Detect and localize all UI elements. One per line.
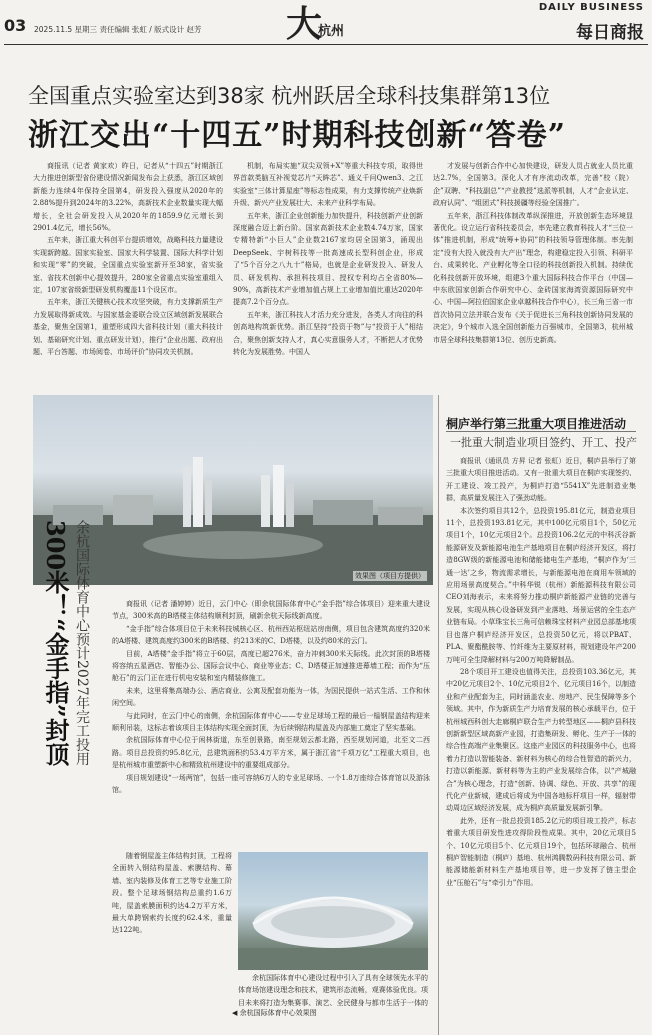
paragraph: 目前，A塔楼“金手指”将立于60层，高度已超276米，奋力冲刺300米天际线。此次封顶的B塔楼将容纳五星酒店、智能办公、国际会议中心、商业等业态；C、D塔楼正加速推进幕墙工程；而作为“压舱石”的云门正在进行机电安装和室内精装修施工。 xyxy=(112,649,430,683)
stadium-illustration xyxy=(238,852,428,970)
column-divider xyxy=(438,395,439,1035)
page-number: 03 xyxy=(4,16,27,35)
section-mark: 大 xyxy=(286,3,323,45)
brand-english: DAILY BUSINESS xyxy=(538,2,644,13)
paragraph: 商报讯（记者 黄家欢）昨日，记者从“十四五”时期浙江大力推进创新型省份建设情况新闻发布会上获悉，浙江区域创新能力连续4年保持全国第4，研发投入强度从2020年的2.88%提升到2024年的3.22%，高新技术企业数量实现大幅增长，全社会研发投入从2020年的1859.9亿元增长到2901.4亿元，增长56%。 xyxy=(33,162,223,233)
paragraph: 五年来，浙江科技体制改革纵深推进，开放创新生态环境显著优化。设立运行省科技委员会，率先建立教育科技人才“三位一体”推进机制，形成“统筹+协同”的科技领导管理体制。率先制定“没有大投入就没有大产出”理念，构建稳定投入引领、科研平台、成果转化、产业孵化等全口径的科技创新投入机制。持续优化科技创新开放环境，组建3个重大国际科技合作平台（中国—中东欧国家创新合作研究中心、金砖国家海湾资源国际研究中心、中国—阿拉伯国家企业卓越科技合作中心），长三角三省一市首次协同立法并联合发布《关于促进长三角科技创新协同发展的决定》，9个城市入选全国创新能力百强城市，全国第3，杭州城市居全球科技集群第13位、创历史新高。 xyxy=(433,211,633,344)
paragraph: 五年来，浙江企业创新能力加快提升，科技创新产业创新深度融合迈上新台阶。国家高新技术企业数4.74万家，国家专精特新“小巨人”企业数2167家均居全国第3，涌现出DeepSeek、宇树科技等一批高速成长型科创企业，形成了“5个百分之八九十”格局，也就是企业研发投入、研发人员、研发机构、承担科技项目、授权专利均占全省80%—90%，高新技术产业增加值占规上工业增加值比重达2020年提高7.2个百分点。 xyxy=(233,211,423,307)
header-rule xyxy=(4,44,648,45)
paragraph: 此外，还有一批总投资185.2亿元的项目竣工投产，标志着重大项目研发性进攻得阶段性成果。其中，20亿元项目5个、10亿元项目5个、亿元项目19个，包括环球融合、杭州桐庐智能制造（桐庐）基地、杭州鸿腾数码科技有限公司、新能源储能新材料生产基地项目等，进一步发挥了链主型企业“压舱石”与“牵引力”作用。 xyxy=(446,816,636,887)
paragraph: 五年来，浙江关键核心技术攻坚突破，有力支撑新质生产力发展取得新成效。与国家基金委联合设立区域创新发展联合基金，聚焦全国第1，重塑形成四大省科技计划（重大科技计划、基础研究计划、重点研发计划），推行“企业出题、政府出题、平台答题、市场阅卷、市场评价”协同攻关机制。 xyxy=(33,298,223,357)
feature-headline: 300米！“金手指”封顶 xyxy=(41,520,70,766)
paragraph: “金手指”综合体项目位于未来科技城核心区、杭州西站枢纽站房南侧，项目包含建筑高度约320米的A塔楼、建筑高度约300米的B塔楼、约213米的C、D塔楼，以及约80米的云门。 xyxy=(112,624,430,646)
issue-meta: 2025.11.5 星期三 责任编辑 张虹 / 版式设计 赵芳 xyxy=(34,25,202,34)
feature-body-continued xyxy=(112,850,232,1000)
brand-logo: 每日商报 xyxy=(576,23,644,43)
paragraph: 未来，这里将集高端办公、酒店商业、公寓及配套功能为一体，为国民提供一站式生活、工作和休闲空间。 xyxy=(112,686,430,708)
stadium-caption: ◀ 余杭国际体育中心效果图 xyxy=(232,1009,317,1017)
side-body xyxy=(446,455,636,1015)
photo-caption: 效果图（项目方提供） xyxy=(355,572,425,580)
lead-headline: 浙江交出“十四五”时期科技创新“答卷” xyxy=(28,118,567,153)
paragraph: 五年来，浙江重大科创平台提质增效，战略科技力量建设实现新跨越。国家实验室、国家大科学装置、国际大科学计划和实现“零”的突破，全国重点实验室新开至38家，省实验室、省技术创新中心提效提升，280家全省重点实验室重组入定，107家省级新型研发机构覆盖11个设区市。 xyxy=(33,236,223,295)
lead-kicker: 全国重点实验室达到38家 杭州跃居全球科技集群第13位 xyxy=(28,84,551,108)
section-name: 杭州 xyxy=(318,24,345,39)
paragraph: 五年来，浙江科技人才活力充分进发，各类人才向往的科创高地构筑新优势。浙江坚持“投资于物”与“投资于人”相结合，聚焦创新支持人才，真心实意服务人才，不断把人才优势转化为发展胜势。中国人 xyxy=(233,310,423,357)
paragraph: 28个项目开工建设也值得关注，总投资103.36亿元，其中20亿元项目2个、10亿元项目2个、亿元项目16个，以制造业和产业配套为主，同时涵盖农业、房地产、民生保障等多个领域。其中，作为新质生产力培育发展的核心承载平台，位于杭州城西科创大走廊桐庐联合生产力转型地区——桐庐县科技创新新型区域高新产业园，打造集研发、孵化、生产于一体的综合性高端产业集聚区。这座产业园区的科技服务中心，也将着力打造以智能装备、新材料为核心的综合性智造的新兴力，打造以新能源、新材料等为主的产业发展综合体，以“产城融合”为核心理念，打造“创新、协调、绿色、开放、共享”的现代化产业新城，建成后将成为中国各地标杆项目一样，辐射带动周边区域经济发展，成为桐庐高质量发展新引擎。 xyxy=(446,667,636,813)
lead-column-3 xyxy=(433,160,633,390)
paragraph: 随着钢屋盖主体结构封顶，工程将全面转入钢结构屋盖、索膜结构、幕墙、室内装修及体育工艺等专业施工阶段。整个足球场钢结构总重约1.6万吨，屋盖索膜面积约达4.2万平方米，最大单跨钢索约长度约62.4米，重量达122吨。 xyxy=(112,852,232,935)
side-subtitle: 一批重大制造业项目签约、开工、投产 xyxy=(450,436,637,449)
paragraph: 商报讯（通讯员 方昇 记者 张虹）近日，桐庐县举行了第三批重大项目推进活动。又有一批重大项目在桐庐实现签约、开工建设、竣工投产，为桐庐打造“5541X”先进制造业集群，高质量发展注入了强劲动能。 xyxy=(446,457,636,503)
feature-body-end xyxy=(238,972,428,1006)
paragraph: 项目规划建设“一场两馆”，包括一座可容纳6万人的专业足球场、一个1.8万座综合体育馆以及游泳馆。 xyxy=(112,773,430,795)
feature-body xyxy=(112,598,430,850)
page-header xyxy=(0,0,652,46)
paragraph: 商报讯（记者 潘婷婷）近日，云门中心（即余杭国际体育中心“金手指”综合体项目）迎来重大建设节点，300米高的B塔楼主体结构顺利封顶，刷新余杭天际线新高度。 xyxy=(112,600,430,621)
paragraph: 才发展与创新合作中心加快建设，研发人员占就业人员比重达2.7%，全国第3。深化人才有序流动改革，完善“校（院）企”双聘、“科技副总”“产业教授”选派等机制，人才“企业认定、政府认同”、“组团式”科技援疆等经验全国推广。 xyxy=(433,162,633,208)
paragraph: 余杭国际体育中心建设过程中引入了具有全球领先水平的体育场馆建设理念和技术，建筑形态流畅，观赛体验优良。项目未来将打造为集赛事、演艺、全民健身与都市生活于一体的 xyxy=(238,974,428,1006)
feature-subtitle: 余杭国际体育中心预计2027年完工投用 xyxy=(74,520,90,766)
paragraph: 余杭国际体育中心位于闲林街道，东至创景路，南至规划云都北路，西至规划河道，北至文二西路。项目总投资约95.8亿元，总建筑面积约53.4万平方米，属于浙江省“千项万亿”工程重大项目，也是杭州城市重塑新中心和精致杭州建设中的重要组成部分。 xyxy=(112,736,430,770)
paragraph: 本次签约项目共12个，总投资195.81亿元，制造业项目11个，总投资193.81亿元，其中100亿元项目1个，50亿元项目1个，10亿元项目2个。总投资106.2亿元的中科沃谷新能源研发及新能源电池生产基地项目在桐庐经济开发区，将打造8GW级的新能源电池和储能储电生产基地，“桐庐作为‘三通一达’之乡，物流需求增长，与新能源电池在商用车领域的应用场景高度契合。”中科华锐（杭州）新能源科技有限公司CEO刘海表示，未来将努力推动桐庐新能源产业链的完善与发展，实现从核心设备研发到产业落地、场景运营的全生态产业链布局。小草珠宝长三角可信赖珠宝材料产业园总部基地项目也落户桐庐经济开发区，总投资50亿元，将以PBAT、PLA、聚酯酰胺等、竹纤维为主要原材料，规划建设年产200万吨可全生降解材料与200万吨降解制品。 xyxy=(446,506,636,664)
stadium-rendering xyxy=(238,852,428,970)
paragraph: 与此同时，在云门中心的南侧，余杭国际体育中心——专业足球场工程的最后一榀钢屋盖结构迎来顺利吊装，这标志着该项目主体结构实现全面封顶，为后续钢结构屋盖及内部施工奠定了坚实基础。 xyxy=(112,711,430,733)
lead-column-1 xyxy=(33,160,223,390)
city-skyline-illustration xyxy=(33,395,433,585)
side-headline: 桐庐举行第三批重大项目推进活动 xyxy=(446,417,627,431)
lead-column-2 xyxy=(233,160,423,390)
paragraph: 机制，布局实施“双尖双领+X”等重大科技专项，取得世界首款类脑互补视觉芯片“天眸芯”、通义千问Qwen3、之江实验室“三体计算星座”等标志性成果，有力支撑传统产业焕新升级、新兴产业发展壮大、未来产业科学布局。 xyxy=(233,162,423,208)
feature-photo xyxy=(33,395,433,585)
side-headline-rule xyxy=(446,431,636,432)
